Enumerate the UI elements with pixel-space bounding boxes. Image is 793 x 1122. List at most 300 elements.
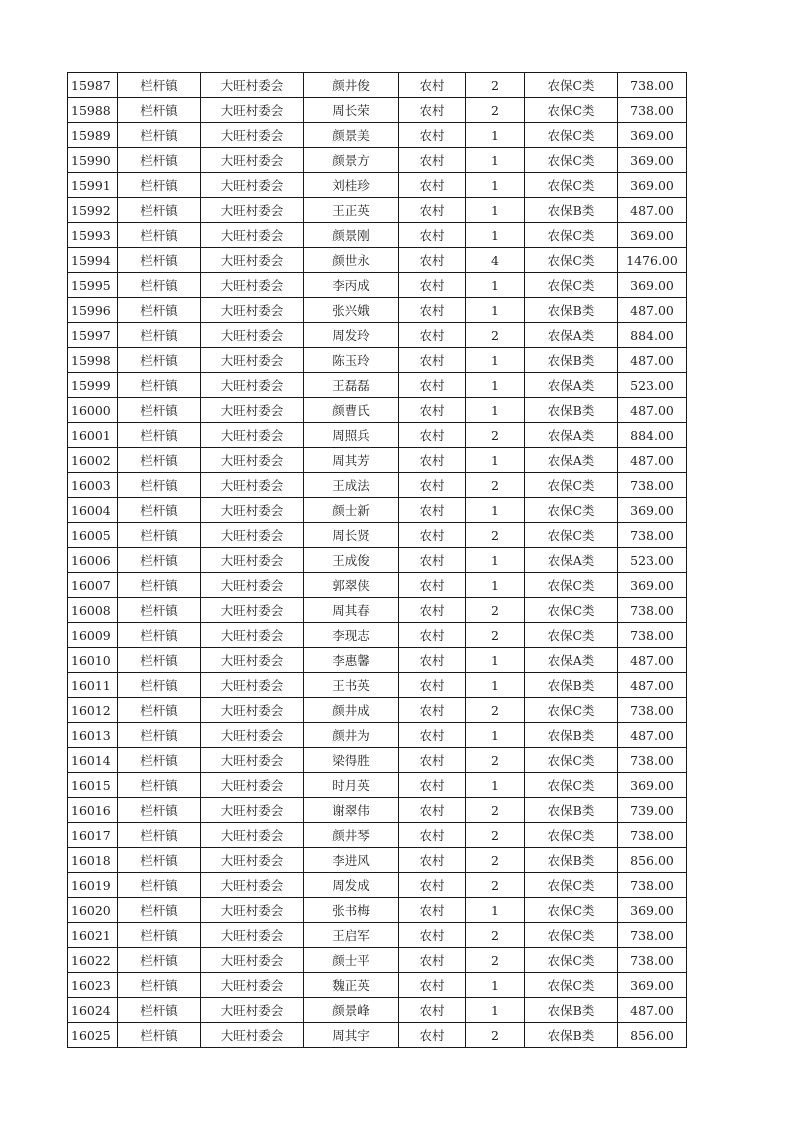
cell-name: 周长荣	[304, 98, 399, 123]
cell-type: 农村	[399, 798, 466, 823]
table-row	[68, 823, 687, 848]
cell-id: 15995	[68, 273, 118, 298]
cell-count: 1	[466, 273, 525, 298]
cell-name: 周长贤	[304, 523, 399, 548]
cell-town: 栏杆镇	[118, 723, 201, 748]
cell-name: 谢翠伟	[304, 798, 399, 823]
cell-id: 16024	[68, 998, 118, 1023]
cell-id: 16002	[68, 448, 118, 473]
cell-category: 农保C类	[525, 123, 618, 148]
cell-name: 梁得胜	[304, 748, 399, 773]
table-row	[68, 473, 687, 498]
cell-type: 农村	[399, 923, 466, 948]
cell-id: 15999	[68, 373, 118, 398]
cell-village: 大旺村委会	[201, 898, 304, 923]
cell-town: 栏杆镇	[118, 273, 201, 298]
cell-id: 16006	[68, 548, 118, 573]
cell-amount: 738.00	[618, 598, 687, 623]
cell-village: 大旺村委会	[201, 873, 304, 898]
cell-town: 栏杆镇	[118, 173, 201, 198]
cell-amount: 738.00	[618, 923, 687, 948]
cell-type: 农村	[399, 223, 466, 248]
beneficiary-table	[67, 72, 687, 1048]
cell-count: 1	[466, 573, 525, 598]
cell-count: 2	[466, 523, 525, 548]
cell-village: 大旺村委会	[201, 173, 304, 198]
cell-name: 颜景刚	[304, 223, 399, 248]
cell-village: 大旺村委会	[201, 523, 304, 548]
cell-amount: 856.00	[618, 848, 687, 873]
cell-id: 16001	[68, 423, 118, 448]
cell-village: 大旺村委会	[201, 98, 304, 123]
cell-name: 王成俊	[304, 548, 399, 573]
cell-name: 颜井琴	[304, 823, 399, 848]
cell-name: 李现志	[304, 623, 399, 648]
cell-id: 16016	[68, 798, 118, 823]
cell-category: 农保C类	[525, 773, 618, 798]
cell-type: 农村	[399, 398, 466, 423]
cell-name: 王启军	[304, 923, 399, 948]
cell-town: 栏杆镇	[118, 898, 201, 923]
cell-name: 郭翠侠	[304, 573, 399, 598]
cell-amount: 1476.00	[618, 248, 687, 273]
cell-town: 栏杆镇	[118, 548, 201, 573]
cell-amount: 738.00	[618, 873, 687, 898]
cell-village: 大旺村委会	[201, 598, 304, 623]
cell-id: 15991	[68, 173, 118, 198]
cell-count: 1	[466, 673, 525, 698]
cell-town: 栏杆镇	[118, 148, 201, 173]
cell-category: 农保B类	[525, 673, 618, 698]
cell-village: 大旺村委会	[201, 648, 304, 673]
cell-count: 2	[466, 698, 525, 723]
cell-town: 栏杆镇	[118, 298, 201, 323]
cell-type: 农村	[399, 323, 466, 348]
cell-id: 16017	[68, 823, 118, 848]
cell-town: 栏杆镇	[118, 998, 201, 1023]
cell-type: 农村	[399, 648, 466, 673]
cell-category: 农保C类	[525, 498, 618, 523]
cell-amount: 487.00	[618, 198, 687, 223]
cell-type: 农村	[399, 123, 466, 148]
cell-amount: 856.00	[618, 1023, 687, 1048]
cell-amount: 487.00	[618, 398, 687, 423]
cell-name: 颜士平	[304, 948, 399, 973]
cell-amount: 369.00	[618, 273, 687, 298]
cell-village: 大旺村委会	[201, 1023, 304, 1048]
cell-town: 栏杆镇	[118, 973, 201, 998]
cell-name: 张书梅	[304, 898, 399, 923]
cell-type: 农村	[399, 823, 466, 848]
cell-town: 栏杆镇	[118, 598, 201, 623]
table-row	[68, 398, 687, 423]
cell-village: 大旺村委会	[201, 298, 304, 323]
cell-amount: 738.00	[618, 748, 687, 773]
cell-type: 农村	[399, 1023, 466, 1048]
cell-amount: 369.00	[618, 173, 687, 198]
cell-category: 农保A类	[525, 548, 618, 573]
cell-category: 农保A类	[525, 423, 618, 448]
cell-category: 农保C类	[525, 823, 618, 848]
table-row	[68, 148, 687, 173]
cell-count: 2	[466, 798, 525, 823]
table-row	[68, 273, 687, 298]
cell-name: 时月英	[304, 773, 399, 798]
cell-id: 15990	[68, 148, 118, 173]
cell-amount: 738.00	[618, 473, 687, 498]
table-row	[68, 998, 687, 1023]
cell-count: 1	[466, 448, 525, 473]
cell-amount: 369.00	[618, 498, 687, 523]
cell-town: 栏杆镇	[118, 848, 201, 873]
cell-category: 农保B类	[525, 798, 618, 823]
cell-type: 农村	[399, 173, 466, 198]
cell-count: 4	[466, 248, 525, 273]
table-row	[68, 198, 687, 223]
table-row	[68, 223, 687, 248]
cell-category: 农保B类	[525, 848, 618, 873]
cell-id: 15993	[68, 223, 118, 248]
cell-count: 1	[466, 198, 525, 223]
cell-id: 15997	[68, 323, 118, 348]
cell-town: 栏杆镇	[118, 348, 201, 373]
cell-category: 农保C类	[525, 948, 618, 973]
cell-name: 颜世永	[304, 248, 399, 273]
cell-id: 15994	[68, 248, 118, 273]
cell-category: 农保C类	[525, 523, 618, 548]
cell-name: 陈玉玲	[304, 348, 399, 373]
cell-town: 栏杆镇	[118, 248, 201, 273]
table-row	[68, 973, 687, 998]
table-row	[68, 348, 687, 373]
cell-id: 15998	[68, 348, 118, 373]
cell-village: 大旺村委会	[201, 748, 304, 773]
cell-type: 农村	[399, 148, 466, 173]
cell-count: 2	[466, 873, 525, 898]
cell-name: 李丙成	[304, 273, 399, 298]
cell-count: 1	[466, 973, 525, 998]
cell-town: 栏杆镇	[118, 423, 201, 448]
cell-type: 农村	[399, 623, 466, 648]
cell-type: 农村	[399, 98, 466, 123]
cell-id: 16022	[68, 948, 118, 973]
cell-id: 16003	[68, 473, 118, 498]
cell-town: 栏杆镇	[118, 923, 201, 948]
cell-type: 农村	[399, 448, 466, 473]
table-row	[68, 73, 687, 98]
cell-town: 栏杆镇	[118, 673, 201, 698]
cell-amount: 738.00	[618, 823, 687, 848]
cell-type: 农村	[399, 673, 466, 698]
cell-type: 农村	[399, 348, 466, 373]
cell-village: 大旺村委会	[201, 423, 304, 448]
cell-village: 大旺村委会	[201, 223, 304, 248]
cell-name: 刘桂珍	[304, 173, 399, 198]
cell-category: 农保B类	[525, 1023, 618, 1048]
cell-id: 15987	[68, 73, 118, 98]
cell-village: 大旺村委会	[201, 823, 304, 848]
cell-town: 栏杆镇	[118, 448, 201, 473]
cell-count: 2	[466, 323, 525, 348]
cell-type: 农村	[399, 523, 466, 548]
table-row	[68, 723, 687, 748]
cell-category: 农保A类	[525, 448, 618, 473]
cell-category: 农保A类	[525, 373, 618, 398]
cell-name: 张兴娥	[304, 298, 399, 323]
cell-name: 颜井俊	[304, 73, 399, 98]
cell-name: 颜曹氏	[304, 398, 399, 423]
cell-town: 栏杆镇	[118, 498, 201, 523]
table-row	[68, 423, 687, 448]
cell-village: 大旺村委会	[201, 998, 304, 1023]
cell-town: 栏杆镇	[118, 698, 201, 723]
cell-village: 大旺村委会	[201, 848, 304, 873]
cell-name: 周其芳	[304, 448, 399, 473]
cell-amount: 738.00	[618, 523, 687, 548]
cell-category: 农保B类	[525, 398, 618, 423]
table-row	[68, 598, 687, 623]
cell-category: 农保C类	[525, 973, 618, 998]
cell-category: 农保B类	[525, 198, 618, 223]
cell-count: 1	[466, 223, 525, 248]
table-row	[68, 248, 687, 273]
cell-town: 栏杆镇	[118, 223, 201, 248]
cell-type: 农村	[399, 273, 466, 298]
cell-type: 农村	[399, 948, 466, 973]
cell-count: 1	[466, 173, 525, 198]
table-row	[68, 798, 687, 823]
cell-name: 王磊磊	[304, 373, 399, 398]
cell-name: 周照兵	[304, 423, 399, 448]
cell-amount: 487.00	[618, 298, 687, 323]
cell-id: 16025	[68, 1023, 118, 1048]
cell-town: 栏杆镇	[118, 648, 201, 673]
cell-id: 16019	[68, 873, 118, 898]
cell-count: 1	[466, 648, 525, 673]
cell-village: 大旺村委会	[201, 198, 304, 223]
cell-id: 16023	[68, 973, 118, 998]
cell-count: 1	[466, 398, 525, 423]
cell-type: 农村	[399, 998, 466, 1023]
cell-count: 2	[466, 848, 525, 873]
cell-amount: 369.00	[618, 773, 687, 798]
cell-count: 1	[466, 998, 525, 1023]
cell-id: 16013	[68, 723, 118, 748]
cell-id: 15992	[68, 198, 118, 223]
cell-count: 1	[466, 148, 525, 173]
cell-village: 大旺村委会	[201, 698, 304, 723]
cell-village: 大旺村委会	[201, 248, 304, 273]
cell-category: 农保C类	[525, 748, 618, 773]
cell-type: 农村	[399, 73, 466, 98]
cell-count: 2	[466, 823, 525, 848]
cell-amount: 738.00	[618, 623, 687, 648]
cell-id: 16014	[68, 748, 118, 773]
cell-id: 16015	[68, 773, 118, 798]
table-row	[68, 573, 687, 598]
cell-count: 2	[466, 923, 525, 948]
cell-type: 农村	[399, 548, 466, 573]
cell-amount: 738.00	[618, 698, 687, 723]
table-row	[68, 323, 687, 348]
cell-category: 农保B类	[525, 298, 618, 323]
table-row	[68, 898, 687, 923]
cell-count: 1	[466, 773, 525, 798]
cell-type: 农村	[399, 698, 466, 723]
cell-name: 周其宇	[304, 1023, 399, 1048]
cell-type: 农村	[399, 298, 466, 323]
cell-count: 2	[466, 623, 525, 648]
cell-amount: 369.00	[618, 223, 687, 248]
cell-amount: 738.00	[618, 98, 687, 123]
cell-category: 农保C类	[525, 273, 618, 298]
cell-id: 15988	[68, 98, 118, 123]
table-row	[68, 123, 687, 148]
cell-village: 大旺村委会	[201, 398, 304, 423]
cell-town: 栏杆镇	[118, 948, 201, 973]
cell-amount: 523.00	[618, 548, 687, 573]
cell-town: 栏杆镇	[118, 823, 201, 848]
table-row	[68, 948, 687, 973]
cell-name: 李惠馨	[304, 648, 399, 673]
cell-type: 农村	[399, 598, 466, 623]
cell-name: 颜士新	[304, 498, 399, 523]
cell-count: 1	[466, 123, 525, 148]
table-row	[68, 448, 687, 473]
cell-type: 农村	[399, 498, 466, 523]
cell-village: 大旺村委会	[201, 623, 304, 648]
cell-amount: 369.00	[618, 148, 687, 173]
cell-name: 颜景方	[304, 148, 399, 173]
cell-village: 大旺村委会	[201, 123, 304, 148]
cell-id: 16008	[68, 598, 118, 623]
table-row	[68, 848, 687, 873]
cell-name: 周发成	[304, 873, 399, 898]
cell-village: 大旺村委会	[201, 148, 304, 173]
cell-type: 农村	[399, 873, 466, 898]
cell-type: 农村	[399, 773, 466, 798]
cell-category: 农保C类	[525, 248, 618, 273]
cell-amount: 523.00	[618, 373, 687, 398]
table-row	[68, 873, 687, 898]
table-row	[68, 523, 687, 548]
cell-count: 2	[466, 473, 525, 498]
cell-id: 16021	[68, 923, 118, 948]
cell-id: 16020	[68, 898, 118, 923]
cell-village: 大旺村委会	[201, 923, 304, 948]
cell-town: 栏杆镇	[118, 73, 201, 98]
cell-type: 农村	[399, 248, 466, 273]
cell-name: 周发玲	[304, 323, 399, 348]
cell-name: 颜景美	[304, 123, 399, 148]
cell-village: 大旺村委会	[201, 723, 304, 748]
cell-category: 农保B类	[525, 348, 618, 373]
cell-category: 农保C类	[525, 73, 618, 98]
cell-village: 大旺村委会	[201, 973, 304, 998]
cell-count: 1	[466, 373, 525, 398]
table-row	[68, 773, 687, 798]
table-row	[68, 1023, 687, 1048]
cell-id: 16010	[68, 648, 118, 673]
cell-type: 农村	[399, 898, 466, 923]
cell-village: 大旺村委会	[201, 323, 304, 348]
cell-amount: 487.00	[618, 648, 687, 673]
cell-amount: 487.00	[618, 998, 687, 1023]
cell-amount: 739.00	[618, 798, 687, 823]
cell-id: 16005	[68, 523, 118, 548]
table-row	[68, 173, 687, 198]
cell-town: 栏杆镇	[118, 198, 201, 223]
cell-name: 颜井为	[304, 723, 399, 748]
cell-amount: 369.00	[618, 123, 687, 148]
cell-name: 颜景峰	[304, 998, 399, 1023]
cell-type: 农村	[399, 198, 466, 223]
cell-id: 16000	[68, 398, 118, 423]
cell-id: 16007	[68, 573, 118, 598]
cell-count: 2	[466, 98, 525, 123]
cell-village: 大旺村委会	[201, 948, 304, 973]
cell-village: 大旺村委会	[201, 273, 304, 298]
cell-amount: 738.00	[618, 948, 687, 973]
cell-id: 16018	[68, 848, 118, 873]
cell-category: 农保A类	[525, 323, 618, 348]
cell-count: 1	[466, 348, 525, 373]
cell-amount: 369.00	[618, 973, 687, 998]
table-row	[68, 373, 687, 398]
cell-amount: 884.00	[618, 323, 687, 348]
cell-village: 大旺村委会	[201, 348, 304, 373]
table-row	[68, 623, 687, 648]
table-row	[68, 298, 687, 323]
cell-type: 农村	[399, 723, 466, 748]
cell-town: 栏杆镇	[118, 1023, 201, 1048]
cell-category: 农保C类	[525, 573, 618, 598]
cell-category: 农保C类	[525, 98, 618, 123]
cell-town: 栏杆镇	[118, 623, 201, 648]
cell-count: 2	[466, 423, 525, 448]
cell-amount: 487.00	[618, 673, 687, 698]
cell-village: 大旺村委会	[201, 373, 304, 398]
cell-id: 16009	[68, 623, 118, 648]
cell-category: 农保C类	[525, 148, 618, 173]
cell-town: 栏杆镇	[118, 573, 201, 598]
cell-category: 农保C类	[525, 173, 618, 198]
cell-count: 1	[466, 548, 525, 573]
cell-village: 大旺村委会	[201, 448, 304, 473]
cell-category: 农保C类	[525, 898, 618, 923]
cell-town: 栏杆镇	[118, 323, 201, 348]
cell-category: 农保C类	[525, 473, 618, 498]
cell-village: 大旺村委会	[201, 798, 304, 823]
table-row	[68, 748, 687, 773]
cell-id: 15989	[68, 123, 118, 148]
cell-village: 大旺村委会	[201, 573, 304, 598]
cell-type: 农村	[399, 373, 466, 398]
cell-amount: 369.00	[618, 573, 687, 598]
cell-town: 栏杆镇	[118, 373, 201, 398]
cell-category: 农保C类	[525, 623, 618, 648]
cell-town: 栏杆镇	[118, 523, 201, 548]
table-row	[68, 548, 687, 573]
cell-town: 栏杆镇	[118, 473, 201, 498]
cell-count: 2	[466, 748, 525, 773]
cell-amount: 487.00	[618, 723, 687, 748]
cell-town: 栏杆镇	[118, 123, 201, 148]
cell-type: 农村	[399, 573, 466, 598]
cell-count: 2	[466, 598, 525, 623]
cell-category: 农保C类	[525, 873, 618, 898]
cell-village: 大旺村委会	[201, 473, 304, 498]
